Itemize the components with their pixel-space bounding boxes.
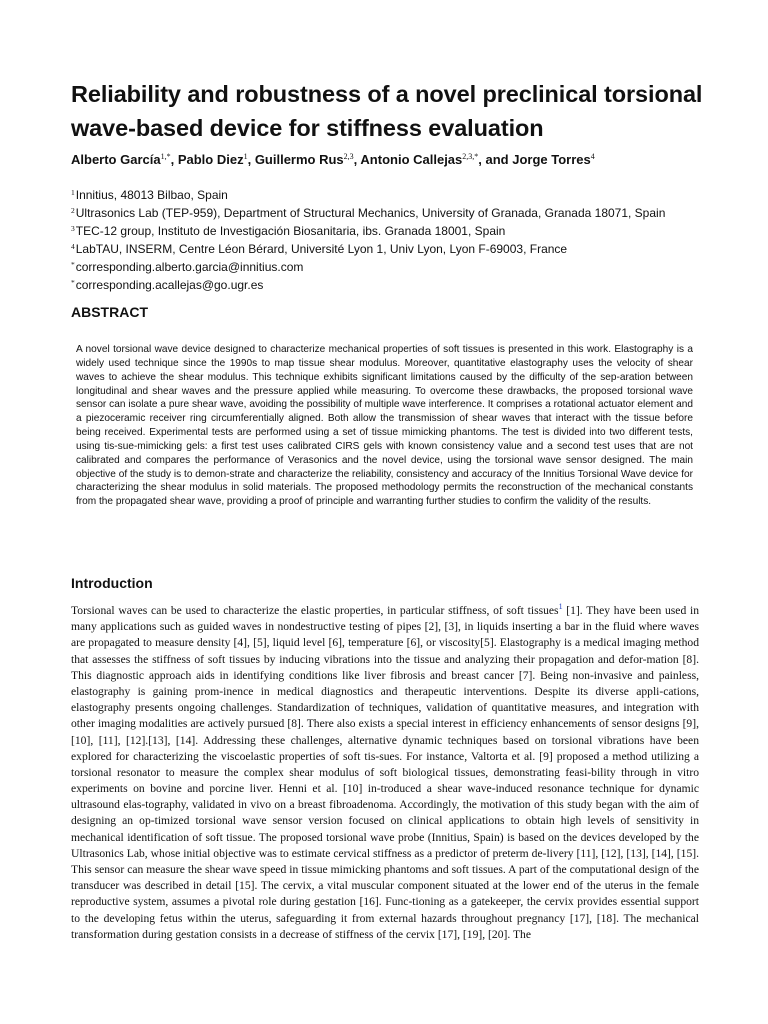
author-separator: , xyxy=(247,152,255,167)
author-affiliation-mark: 4 xyxy=(590,152,595,161)
abstract-heading: ABSTRACT xyxy=(71,304,148,320)
footnote-link[interactable]: 1 xyxy=(558,602,563,611)
author-affiliation-mark: 1,* xyxy=(160,152,171,161)
affiliation-text: Ultrasonics Lab (TEP-959), Department of Structural Mechanics, University of Granada, Granada 18071, Spain xyxy=(75,206,666,220)
corresponding-email: corresponding.alberto.garcia@innitius.com xyxy=(75,260,304,274)
introduction-text xyxy=(71,603,699,943)
introduction-text-start: Torsional waves can be used to characterize the elastic properties, in particular stiffness, of soft tissues xyxy=(71,604,559,617)
affiliation-text: Innitius, 48013 Bilbao, Spain xyxy=(75,188,228,202)
author-affiliation-mark: 1 xyxy=(243,152,248,161)
affiliation-item xyxy=(71,275,711,293)
affiliation-mark: 3 xyxy=(71,224,75,233)
author-list xyxy=(71,148,711,169)
author-name: Alberto García xyxy=(71,152,161,167)
affiliation-mark: 2 xyxy=(71,206,75,215)
affiliation-mark: 1 xyxy=(71,188,75,197)
author-name: Guillermo Rus xyxy=(254,152,344,167)
paper-title: Reliability and robustness of a novel preclinical torsional wave-based device for stiffness evaluation xyxy=(71,81,703,141)
affiliation-mark: 4 xyxy=(71,242,75,251)
author-affiliation-mark: 2,3 xyxy=(343,152,354,161)
corresponding-email: corresponding.acallejas@go.ugr.es xyxy=(75,278,264,292)
affiliation-item xyxy=(71,221,711,239)
affiliation-item xyxy=(71,239,711,257)
affiliation-mark: * xyxy=(71,260,75,269)
introduction-text-rest: [1]. They have been used in many applications such as guided waves in nondestructive testing of pipes [2], [3], in liquids inserting a bar in the fluid where waves are propagated to measure density [4], [5], liquid level [6], temperature [6], or viscosity[5]. Elastography is a medical imaging method that assesses the stiffness of soft tissues by inducing vibrations into the tissue and analyzing their propagation and defor-mation [8]. This diagnostic approach aids in identifying conditions like liver fibrosis and breast cancer [7]. Being non-invasive and painless, elastography is gaining prom-inence in medical diagnostics and therapeutic interventions. Despite its diverse appli-cations, elastography presents ongoing challenges. Standardization of techniques, validation of quantitative measures, and integration with other imaging modalities are actively pursued [8]. There also exists a special interest in efficiency enhancements of sensor designs [9], [10], [11], [12].[13], [14]. Addressing these challenges, alternative dynamic techniques based on torsional vibrations have been explored for characterizing the viscoelastic properties of soft tis-sues. For instance, Valtorta et al. [9] proposed a method utilizing a torsional resonator to measure the complex shear modulus of soft biological tissues, demonstrating feasi-bility through in vitro experiments on bovine and porcine liver. Henni et al. [10] in-troduced a shear wave-induced resonance technique for dynamic ultrasound elas-tography, validated in vivo on a breast fibroadenoma. Accordingly, the motivation of this study began with the aim of designing an op-timized torsional wave sensor version focused on clinical applications to obtain high levels of sensitivity in mechanical identification of soft tissue. The proposed torsional wave probe (Innitius, Spain) is based on the devices developed by the Ultrasonics Lab, whose initial objective was to estimate cervical stiffness as a predictor of preterm de-livery [11], [12], [13], [14], [15]. This sensor can measure the shear wave speed in tissue mimicking phantoms and soft tissues. A part of the computational design of the transducer was described in detail [15]. The cervix, a vital muscular component situated at the lower end of the uterus in the female reproductive system, assumes a pivotal role during gestation [16]. Func-tioning as a gatekeeper, the cervix provides essential support to the developing fetus within the uterus, safeguarding it from external hazards throughout pregnancy [17], [18]. The mechanical transformation during gestation consists in a decrease of stiffness of the cervix [17], [19], [20]. The xyxy=(71,604,699,941)
author-name: Jorge Torres xyxy=(512,152,591,167)
author-separator: , xyxy=(170,152,178,167)
affiliation-text: TEC-12 group, Instituto de Investigación Biosanitaria, ibs. Granada 18001, Spain xyxy=(75,224,506,238)
abstract-text: A novel torsional wave device designed to characterize mechanical properties of soft tissues is presented in this work. Elastography is a widely used technique since the 1990s to map tissue shear modulus. Moreover, quantitative elastography uses the velocity of shear waves to achieve the shear modulus. This technique exhibits significant limitations caused by the difficulty of the sep-aration between longitudinal and shear waves and the pressure applied while measuring. To overcome these drawbacks, the proposed torsional wave sensor can isolate a pure shear wave, avoiding the possibility of multiple wave interference. It comprises a rotational actuator element and a piezoceramic receiver ring circumferentially aligned. Both allow the transmission of shear waves that interact with the tissue before being received. Experimental tests are performed using a set of tissue mimicking phantoms. The test is divided into two different tests, using tis-sue-mimicking gels: a first test uses calibrated CIRS gels with known consistency value and a second test uses that are not calibrated and compares the performance of Verasonics and the novel device, using the torsional wave sensor designed. The main objective of the study is to demon-strate and characterize the reliability, consistency and accuracy of the Innitius Torsional Wave device for characterizing the shear modulus in solid materials. The proposed methodology permits the reconstruction of the mechanical constants from the propagated shear wave, providing a proof of principle and warranting further studies to confirm the validity of the results. xyxy=(76,344,693,508)
author-name: Pablo Diez xyxy=(177,152,244,167)
introduction-heading: Introduction xyxy=(71,575,153,591)
affiliation-text: LabTAU, INSERM, Centre Léon Bérard, Université Lyon 1, Univ Lyon, Lyon F-69003, France xyxy=(75,242,568,256)
author-affiliation-mark: 2,3,* xyxy=(462,152,479,161)
affiliation-list xyxy=(71,185,711,293)
affiliation-item xyxy=(71,185,711,203)
author-separator: , xyxy=(353,152,361,167)
affiliation-mark: * xyxy=(71,278,75,287)
author-separator: , and xyxy=(478,152,513,167)
author-name: Antonio Callejas xyxy=(360,152,463,167)
affiliation-item xyxy=(71,257,711,275)
affiliation-item xyxy=(71,203,711,221)
